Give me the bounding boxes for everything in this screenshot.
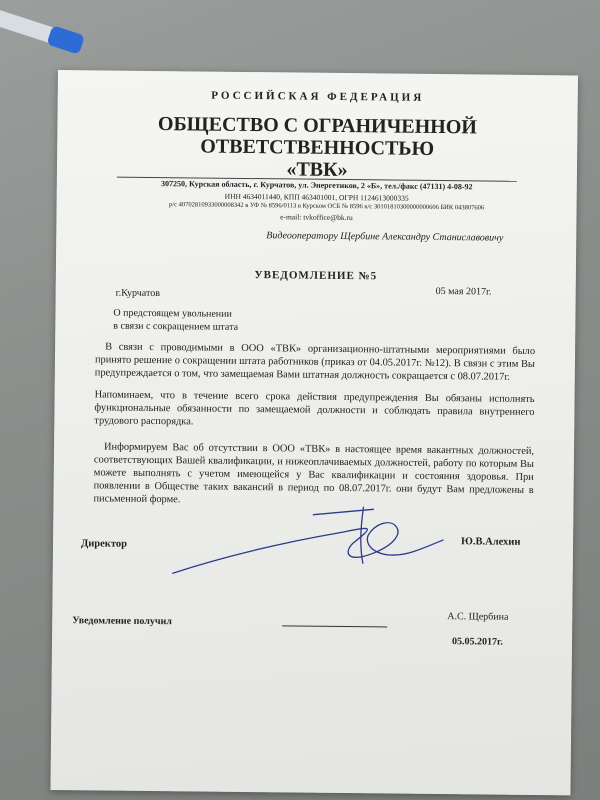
org-name-line-1: ОБЩЕСТВО С ОГРАНИЧЕННОЙ (157, 113, 478, 139)
company-email: e-mail: tvkoffice@bk.ru (280, 212, 353, 223)
director-label: Директор (80, 538, 128, 550)
org-name-line-3: «ТВК» (286, 158, 348, 182)
director-name: Ю.В.Алехин (461, 536, 521, 548)
paragraph-3: Информируем Вас об отсутствии в ООО «ТВК» в настоящее время вакантных должностей, соответствующих Вашей квалификации, и нижеоплачиваемых должностей, работу по которым Вы можете выполнять с учетом имеющейся у Вас квалификации и состояния здоровья. При появлении в Обществе таких вакансий в период по 08.07.2017г. они будут Вам предложены в письменной форме. (93, 441, 535, 506)
subject (113, 307, 353, 336)
subject-line-2: в связи с сокращением штата (113, 320, 239, 333)
document-date: 05 мая 2017г. (435, 285, 492, 298)
city: г.Курчатов (115, 287, 161, 300)
country-heading: РОССИЙСКАЯ ФЕДЕРАЦИЯ (211, 89, 425, 104)
pen (0, 2, 91, 61)
received-name: А.С. Щербина (447, 611, 509, 623)
company-address: 307250, Курская область, г. Курчатов, ул. Энергетиков, 2 «Б», тел./факс (47131) 4-08-92 (161, 179, 473, 192)
received-date: 05.05.2017г. (451, 636, 504, 648)
company-bank-details: р/с 40702810933000008342 в УФ № 8596/0113 в Курском ОСБ № 8596 к/с 30101810300000000606 БИК 043807606 (169, 201, 485, 212)
director-signature (163, 501, 454, 584)
addressee: Видеооператору Щербине Александру Станиславовичу (266, 230, 504, 244)
received-label: Уведомление получил (72, 615, 172, 628)
document-page (50, 70, 578, 795)
subject-line-1: О предстоящем увольнении (113, 307, 232, 320)
organization-name (57, 112, 578, 183)
paragraph-2: Напоминаем, что в течение всего срока действия предупреждения Вы обязаны исполнять функциональные обязанности по замещаемой должности и соблюдать правила внутреннего трудового распорядка. (94, 389, 535, 428)
received-signature-line (282, 625, 387, 627)
paragraph-1: В связи с проводимыми в ООО «ТВК» организационно-штатными мероприятиями было принято решение о сокращении штата работников (приказ от 04.05.2017г. №12). В связи с этим Вы предупреждается о том, что замещаемая Вами штатная должность сокращается с 08.07.2017г. (94, 341, 536, 383)
document-title: УВЕДОМЛЕНИЕ №5 (254, 269, 378, 283)
company-inn: ИНН 4634011440, КПП 463401001, ОГРН 1124613000335 (224, 191, 409, 203)
pen-cap (46, 25, 85, 55)
org-name-line-2: ОТВЕТСТВЕННОСТЬЮ (200, 135, 435, 160)
